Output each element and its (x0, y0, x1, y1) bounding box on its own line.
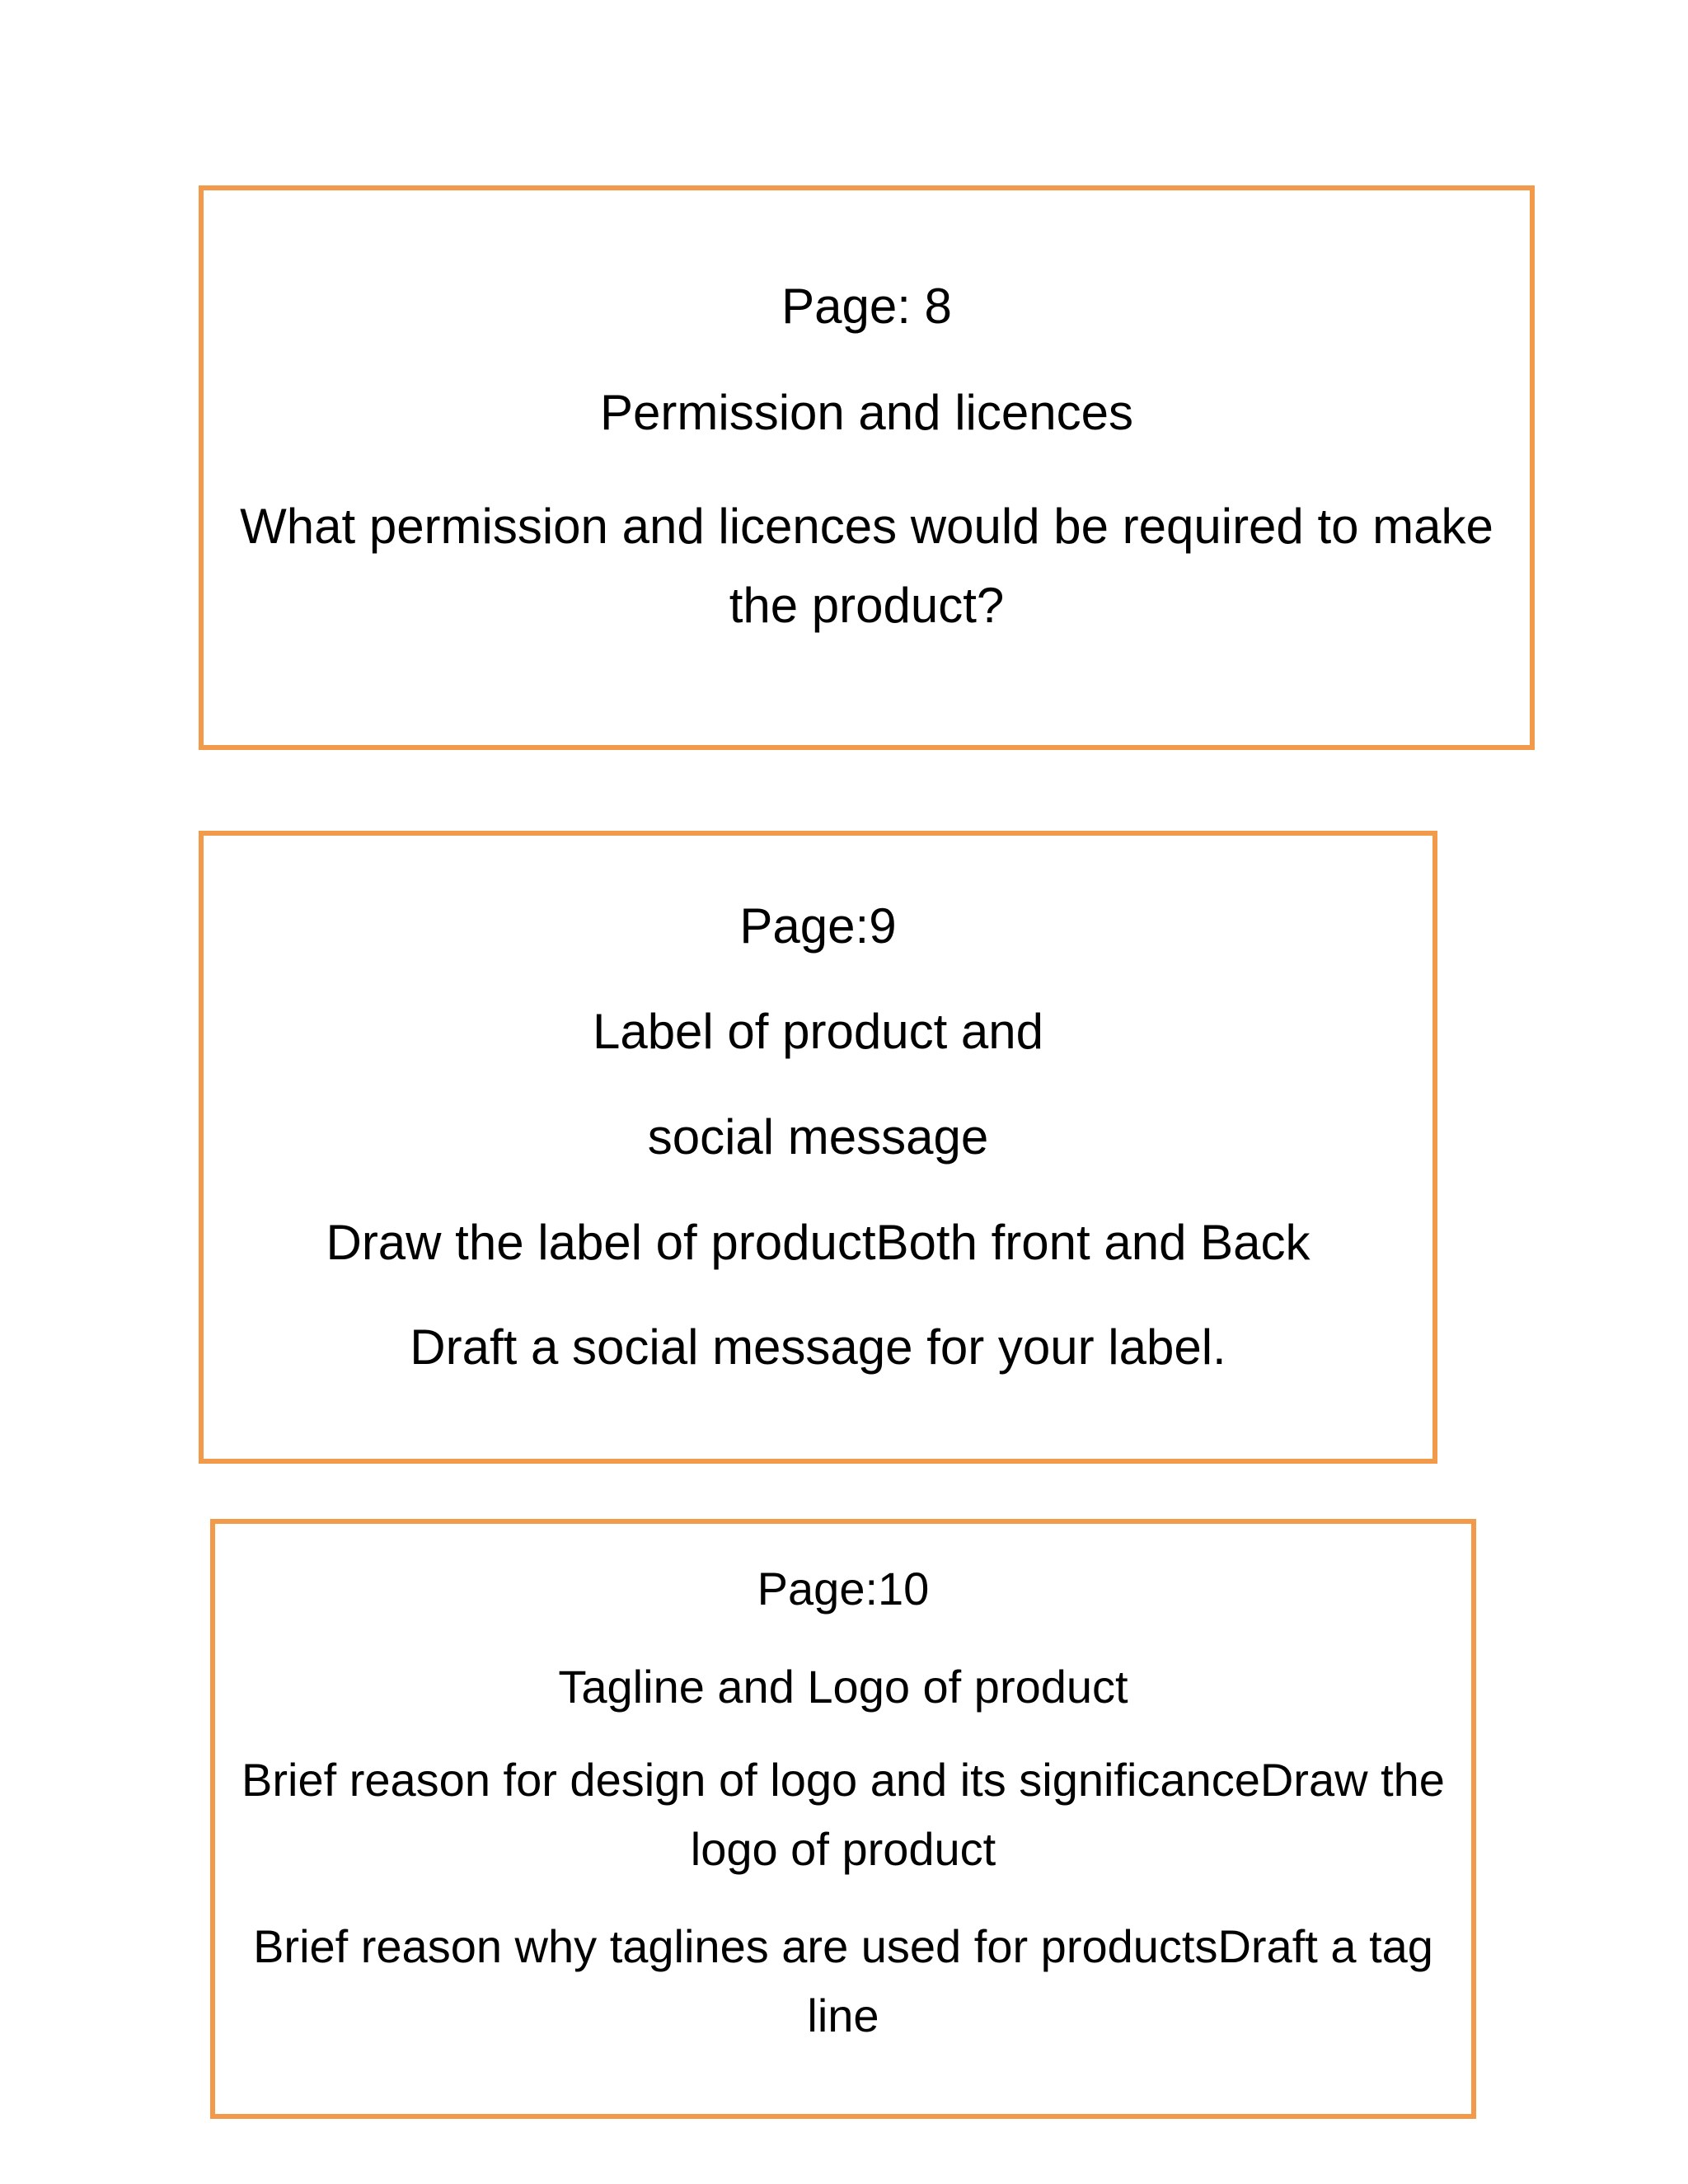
card-title-line-1: Label of product and (592, 1004, 1044, 1059)
page-10-card (210, 1519, 1476, 2119)
card-instruction-2: Draft a social message for your label. (410, 1319, 1226, 1375)
card-title-line-2: social message (647, 1109, 989, 1165)
card-title: Tagline and Logo of product (558, 1661, 1128, 1713)
page-8-card (199, 185, 1535, 750)
card-instruction-1: Draw the label of productBoth front and Back (326, 1215, 1311, 1270)
card-instruction-1: Brief reason for design of logo and its significanceDraw the logo of product (241, 1754, 1445, 1875)
page-number: Page:9 (739, 898, 897, 954)
card-question: What permission and licences would be required to make the product? (240, 499, 1493, 633)
page-9-card (199, 831, 1437, 1464)
card-instruction-2: Brief reason why taglines are used for productsDraft a tag line (253, 1920, 1433, 2041)
page-number: Page:10 (757, 1563, 930, 1615)
page-number: Page: 8 (781, 279, 952, 334)
card-title: Permission and licences (600, 385, 1133, 440)
